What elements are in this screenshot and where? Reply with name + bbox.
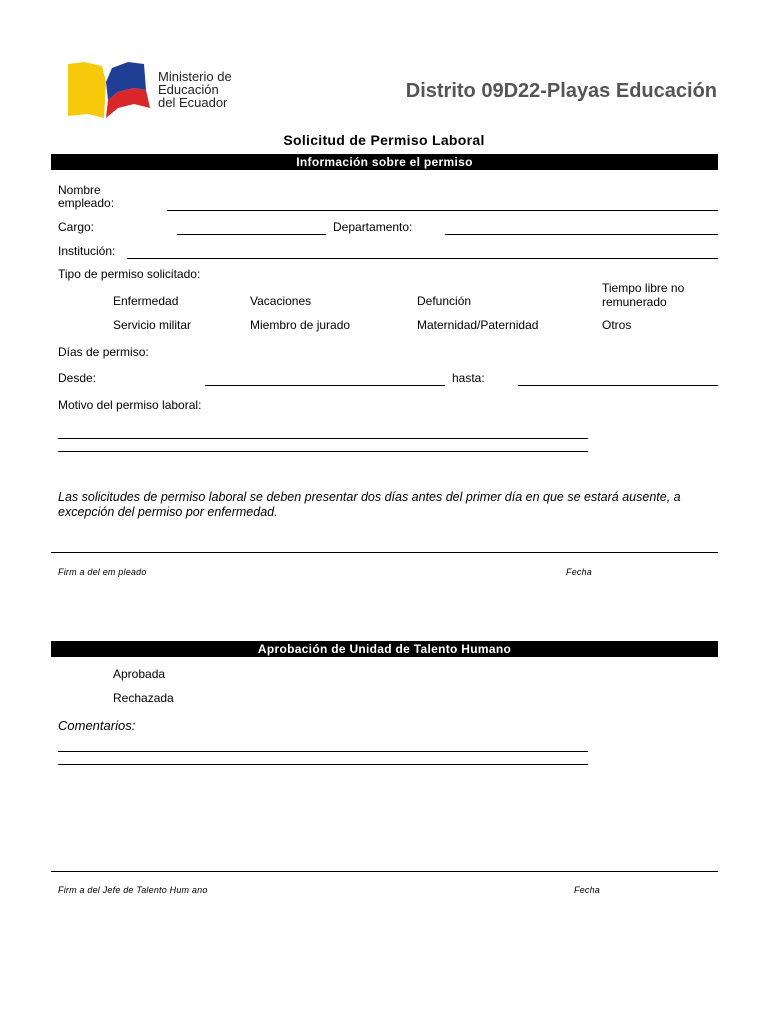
tipo-defuncion[interactable]: Defunción	[417, 294, 472, 308]
institucion-label: Institución:	[58, 244, 116, 258]
comentarios-label: Comentarios:	[58, 718, 136, 733]
tipo-tiempo-libre[interactable]	[602, 282, 684, 309]
firma-jefe-label: Firm a del Jefe de Talento Hum ano	[58, 885, 208, 895]
dias-label: Días de permiso:	[58, 345, 149, 359]
tipo-tiempo-libre-line1: Tiempo libre no	[602, 281, 685, 295]
tipo-tiempo-libre-line2: remunerado	[602, 295, 667, 309]
motivo-label: Motivo del permiso laboral:	[58, 398, 202, 412]
hasta-field[interactable]	[518, 385, 718, 386]
hasta-label: hasta:	[452, 371, 485, 385]
firma-empleado-label: Firm a del em pleado	[58, 567, 147, 577]
aviso-linea-1: Las solicitudes de permiso laboral se deben presentar dos días antes del primer día en que se estará ausente, a	[58, 490, 681, 504]
district-title: Distrito 09D22-Playas Educación	[405, 80, 717, 102]
fecha-jefe-label: Fecha	[574, 885, 601, 895]
tipo-maternidad[interactable]: Maternidad/Paternidad	[417, 318, 539, 332]
ministry-line-1: Ministerio de	[158, 69, 232, 84]
desde-field[interactable]	[205, 385, 445, 386]
ministry-logo-icon	[68, 60, 150, 120]
tipo-enfermedad[interactable]: Enfermedad	[113, 294, 179, 308]
firma-jefe-line[interactable]	[51, 871, 718, 872]
section-aprobacion-header: Aprobación de Unidad de Talento Humano	[51, 641, 718, 657]
nombre-label-line2: empleado:	[58, 196, 115, 210]
tipo-label: Tipo de permiso solicitado:	[58, 267, 201, 281]
nombre-label-line1: Nombre	[58, 183, 101, 197]
comentarios-field[interactable]	[58, 741, 588, 775]
form-title: Solicitud de Permiso Laboral	[283, 132, 485, 148]
tipo-miembro-jurado[interactable]: Miembro de jurado	[250, 318, 351, 332]
nombre-label	[58, 184, 114, 210]
motivo-field[interactable]	[58, 428, 588, 462]
nombre-field[interactable]	[167, 210, 718, 211]
desde-label: Desde:	[58, 371, 97, 385]
ministry-name	[158, 70, 232, 109]
departamento-label: Departamento:	[333, 220, 413, 234]
aviso-texto	[58, 490, 681, 519]
ministry-line-3: del Ecuador	[158, 95, 228, 110]
section-info-header: Información sobre el permiso	[51, 154, 718, 170]
tipo-servicio-militar[interactable]: Servicio militar	[113, 318, 192, 332]
aviso-linea-2: excepción del permiso por enfermedad.	[58, 504, 278, 519]
cargo-label: Cargo:	[58, 220, 95, 234]
ministry-logo	[68, 60, 150, 120]
institucion-field[interactable]	[127, 258, 718, 259]
tipo-vacaciones[interactable]: Vacaciones	[250, 294, 312, 308]
ministry-line-2: Educación	[158, 82, 219, 97]
fecha-empleado-label: Fecha	[566, 567, 593, 577]
tipo-otros[interactable]: Otros	[602, 318, 632, 332]
cargo-field[interactable]	[177, 234, 326, 235]
departamento-field[interactable]	[445, 234, 718, 235]
aprobada-option[interactable]: Aprobada	[113, 667, 166, 681]
firma-empleado-line[interactable]	[51, 552, 718, 553]
rechazada-option[interactable]: Rechazada	[113, 691, 174, 705]
